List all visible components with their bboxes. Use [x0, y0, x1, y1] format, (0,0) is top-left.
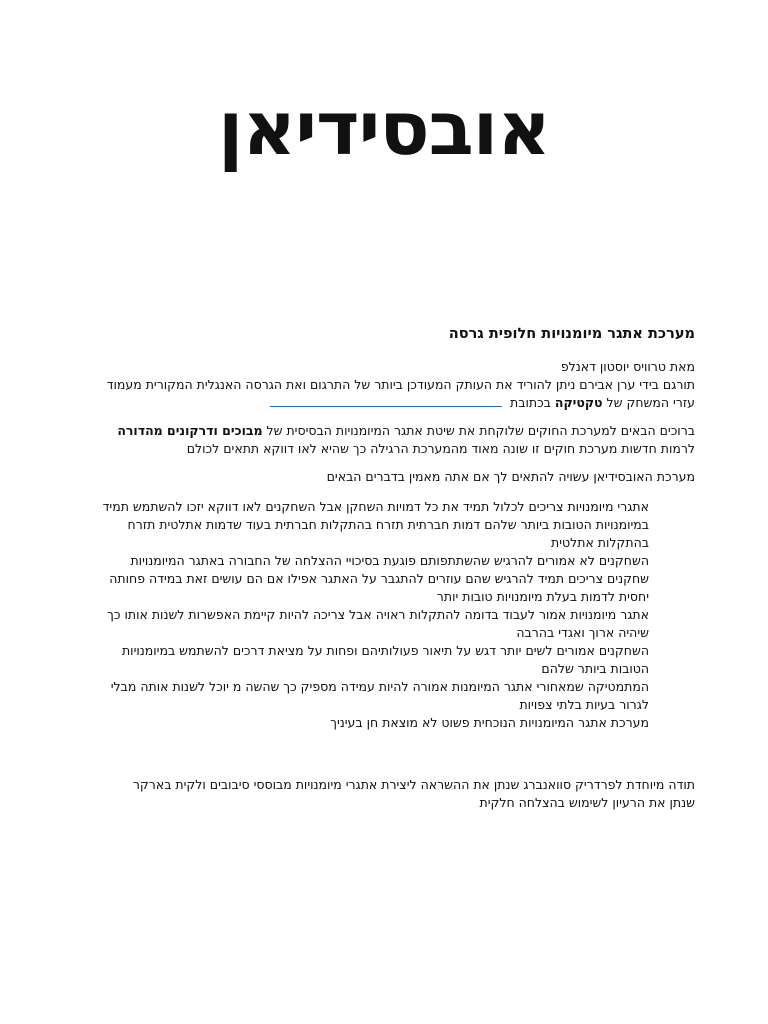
list-item: הטובות ביותר שלהם [541, 661, 649, 676]
thanks-line-2: שנתן את הרעיון לשימוש בהצלחה חלקית [479, 795, 695, 810]
author-line: מאת טרוויס יוסטון דאנלפ [560, 359, 695, 374]
thanks-block [75, 776, 695, 812]
beliefs-list [75, 498, 649, 732]
list-item: במיומנויות הטובות ביותר שלהם דמות חברתית תזרח בהתקלות חברתית בעוד שדמות אתלטית תזרח [127, 517, 649, 532]
intro-block [75, 422, 695, 458]
document-subtitle: מערכת אתגר מיומנויות חלופית גרסה [448, 326, 695, 342]
list-item: שחקנים צריכים תמיד להרגיש שהם עוזרים להתגבר על האתגר אפילו אם הם עושים זאת במידה פחותה [109, 571, 649, 586]
intro-line-1-text: ברוכים הבאים למערכת החוקים שלוקחת את שיטת אתגר המיומנויות הבסיסית של [266, 423, 695, 438]
site-prefix: עזרי המשחק של [606, 395, 695, 410]
list-item: אתגרי מיומנויות צריכים לכלול תמיד את כל דמויות השחקן אבל השחקנים לאו דווקא יזכו להשתמש תמיד [102, 499, 649, 514]
translation-line: תורגם בידי ערן אבירם ניתן להוריד את העותק המעודכן ביותר של התרגום ואת הגרסה האנגלית המקורית מעמוד [106, 377, 695, 392]
document-body [75, 324, 695, 822]
site-line [75, 394, 695, 412]
list-item: יחסית לדמות בעלת מיומנויות טובות יותר [436, 589, 649, 604]
list-item: המתמטיקה שמאחורי אתגר המיומנות אמורה להיות עמידה מספיק כך שהשה מ יוכל לשנות אותה מבלי [110, 679, 649, 694]
list-item: שיהיה ארוך ואגדי בהרבה [516, 625, 649, 640]
intro-line-1-bold: מבוכים ודרקונים מהדורה [117, 423, 263, 438]
list-item: השחקנים אמורים לשים יותר דגש על תיאור פעולותיהם ופחות על מציאת דרכים להשתמש במיומנויות [121, 643, 649, 658]
lead-block [75, 468, 695, 486]
list-item: אתגר מיומנויות אמור לעבוד בדומה להתקלות ראויה אבל צריכה להיות קיימת האפשרות לשנות אותו כך [107, 607, 649, 622]
site-name: טקטיקה [554, 395, 603, 410]
intro-line-1 [75, 422, 695, 440]
list-item: מערכת אתגר המיומנויות הנוכחית פשוט לא מוצאת חן בעיניך [330, 715, 649, 730]
thanks-line-1: תודה מיוחדת לפרדריק סוואנברג שנתן את ההשראה ליצירת אתגרי מיומנויות מבוססי סיבובים ולקית בארקר [132, 777, 695, 792]
document-title: אובסידיאן [217, 86, 551, 172]
site-link[interactable] [270, 394, 502, 407]
list-item: בהתקלות אתלטית [551, 535, 649, 550]
site-suffix: בכתובת [510, 395, 551, 410]
intro-line-2: לרמות חדשות מערכת חוקים זו שונה מאוד מהמערכת הרגילה כך שהיא לאו דווקא תתאים לכולם [186, 441, 695, 456]
list-item: לגרור בעיות בלתי צפויות [519, 697, 649, 712]
lead-line: מערכת האובסידיאן עשויה להתאים לך אם אתה מאמין בדברים הבאים [326, 469, 695, 484]
credits-block [75, 358, 695, 412]
list-item: השחקנים לא אמורים להרגיש שהשתתפותם פוגעת בסיכויי ההצלחה של החבורה באתגר המיומנויות [130, 553, 649, 568]
